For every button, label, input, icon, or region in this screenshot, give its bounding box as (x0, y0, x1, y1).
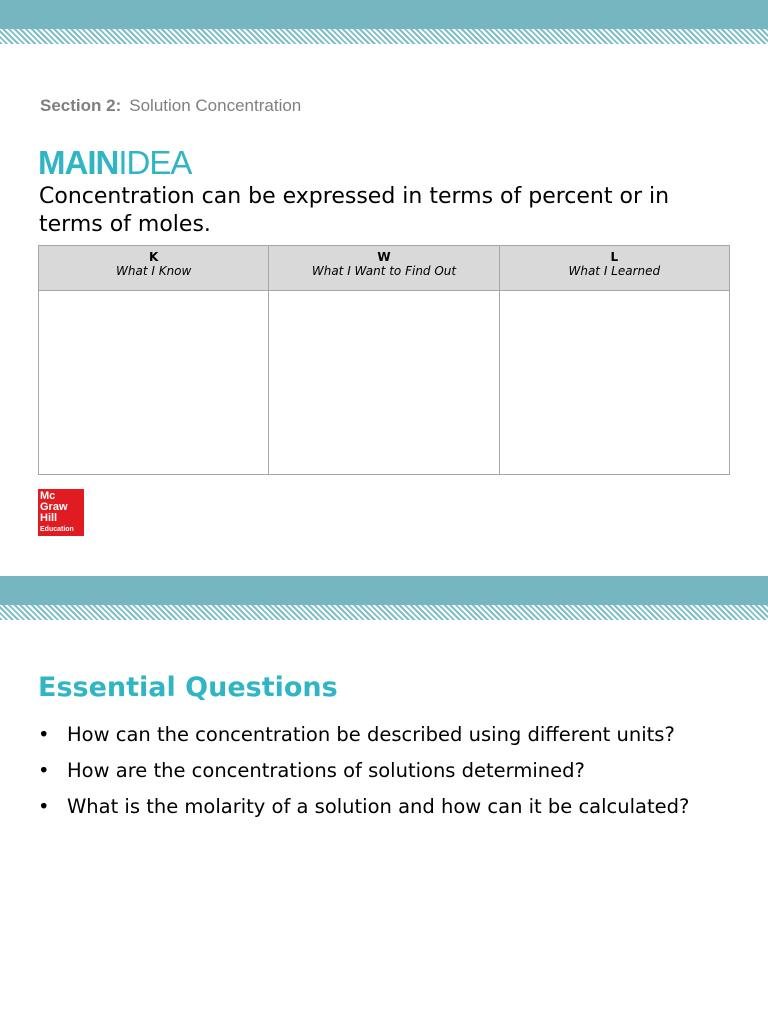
band-hatch (0, 29, 768, 44)
logo-line: Graw (40, 501, 68, 513)
main-idea-bold: MAIN (38, 144, 119, 181)
bullet-icon: • (38, 723, 50, 746)
bullet-icon: • (38, 795, 50, 818)
kwl-caption: What I Want to Find Out (311, 264, 457, 278)
top-band (0, 576, 768, 620)
top-band (0, 0, 768, 44)
bullet-icon: • (38, 759, 50, 782)
section-label: Section 2: (40, 96, 122, 115)
kwl-header-row (39, 246, 730, 291)
mcgraw-hill-logo (38, 489, 84, 536)
main-idea-text: Concentration can be expressed in terms of percent or in terms of moles. (39, 184, 670, 237)
band-solid (0, 576, 768, 605)
kwl-body-row (39, 291, 730, 475)
question-text: What is the molarity of a solution and how can it be calculated? (67, 795, 690, 818)
kwl-header-l (499, 246, 729, 291)
section-title: Solution Concentration (129, 96, 302, 115)
question-item (38, 722, 728, 747)
question-text: How can the concentration be described using different units? (67, 723, 675, 746)
kwl-chart (38, 245, 730, 475)
band-hatch (0, 605, 768, 620)
kwl-cell-learned[interactable] (499, 291, 729, 475)
main-idea-heading (38, 145, 191, 181)
slide-essential-questions (0, 576, 768, 1024)
kwl-cell-know[interactable] (39, 291, 269, 475)
logo-line: Education (40, 526, 74, 533)
kwl-header-k (39, 246, 269, 291)
essential-questions-title: Essential Questions (38, 672, 338, 703)
section-heading (40, 96, 301, 116)
kwl-letter: W (377, 250, 391, 264)
logo-line: Mc (40, 490, 56, 502)
main-idea-light: IDEA (118, 144, 192, 181)
band-solid (0, 0, 768, 29)
kwl-caption: What I Know (116, 264, 192, 278)
question-text: How are the concentrations of solutions determined? (67, 759, 585, 782)
kwl-letter: L (610, 250, 619, 264)
kwl-letter: K (149, 250, 159, 264)
essential-questions-list (38, 722, 728, 830)
question-item (38, 758, 728, 783)
kwl-cell-want[interactable] (269, 291, 499, 475)
kwl-header-w (269, 246, 499, 291)
kwl-caption: What I Learned (568, 264, 661, 278)
logo-line: Hill (40, 512, 58, 524)
question-item (38, 794, 728, 819)
